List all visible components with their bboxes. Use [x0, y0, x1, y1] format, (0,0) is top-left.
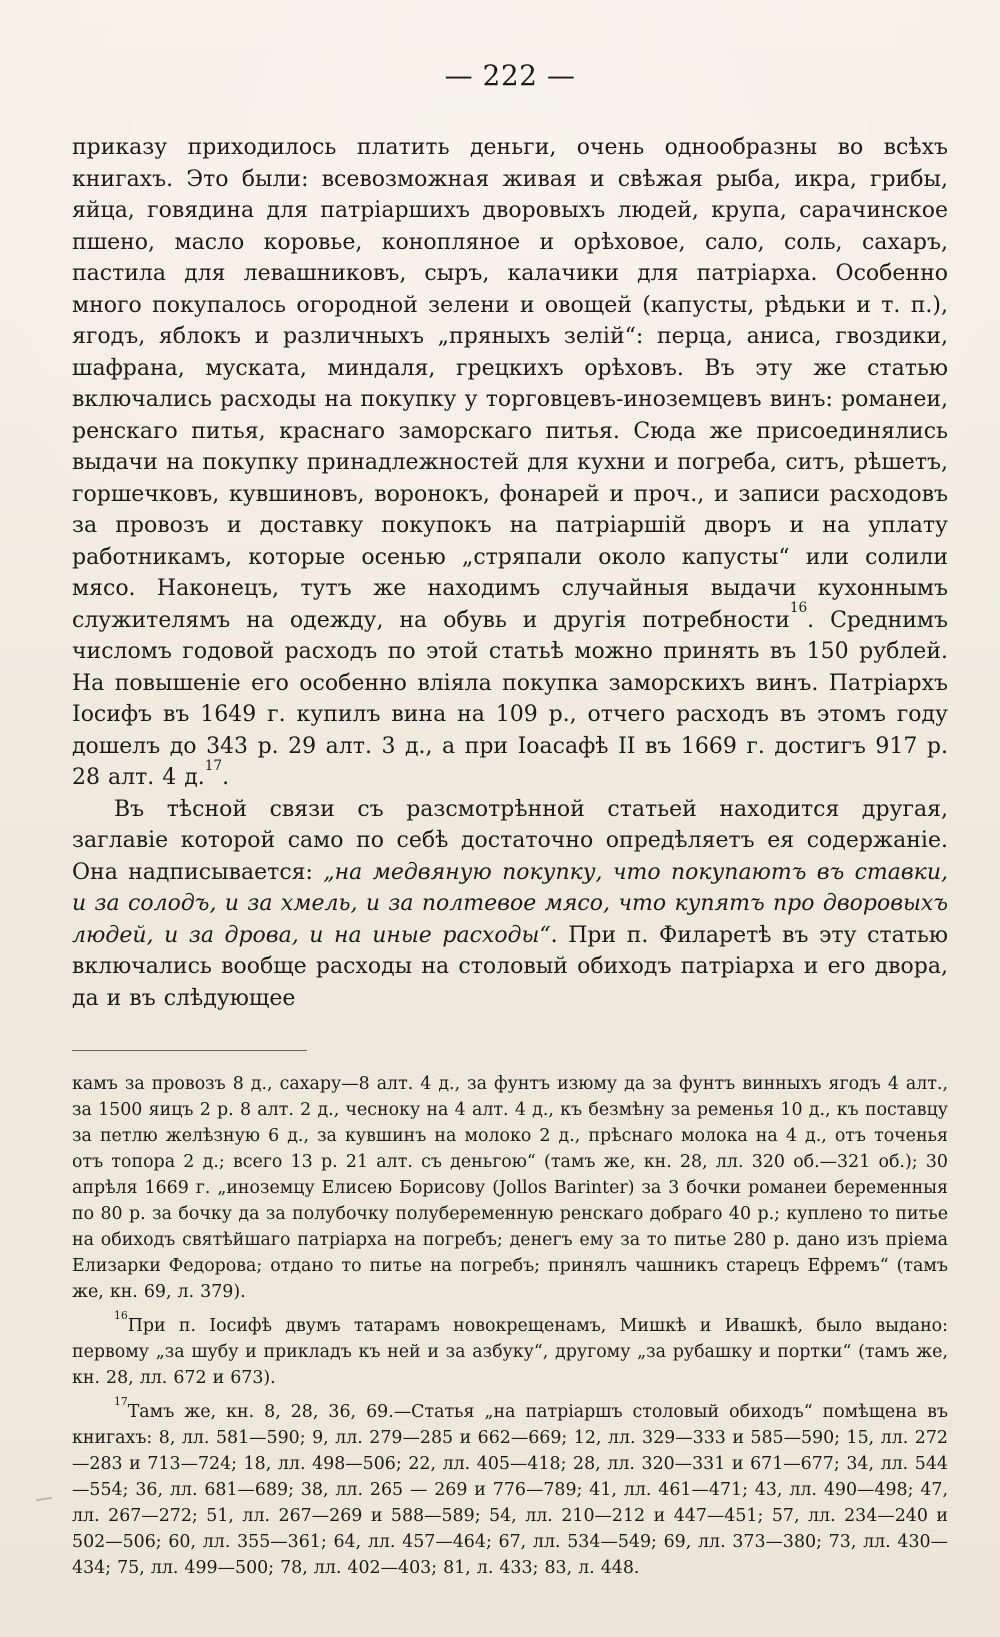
- footnote-ref-16: 16: [789, 600, 808, 617]
- footnotes: [72, 1071, 948, 1581]
- main-text: [72, 132, 948, 1014]
- main-paragraph-1: [72, 132, 948, 794]
- footnote-16-label: 16: [114, 1309, 128, 1323]
- main-paragraph-2-end: . При п. Филаретѣ въ эту статью включались вообще расходы на столовый обиходъ патріарха и его двора, да и въ слѣдующее: [72, 922, 949, 1011]
- main-paragraph-2-start: Въ тѣсной связи съ разсмотрѣнной статьей находится другая, заглавіе которой само по себѣ достаточно опредѣляетъ ея содержаніе. Она надписывается:: [72, 796, 948, 885]
- main-paragraph-1-end: .: [222, 765, 230, 790]
- footnote-16: [72, 1309, 948, 1391]
- main-paragraph-2-italic: „на медвяную покупку, что покупаютъ въ ставки, и за солодъ, и за хмель, и за полтевое мясо, что купятъ про дворовыхъ людей, и за дрова, и на иные расходы“: [72, 859, 948, 948]
- footnote-17-label: 17: [114, 1395, 128, 1409]
- scan-mark: [36, 1497, 52, 1501]
- footnote-ref-17: 17: [204, 757, 223, 774]
- footnote-17-text: Тамъ же, кн. 8, 28, 36, 69.—Статья „на патріаршъ столовый обиходъ“ помѣщена въ книгахъ: 8, лл. 581—590; 9, лл. 279—285 и 662—669; 12, лл. 329—333 и 585—590; 15, лл. 272—283 и 713—724; 18, лл. 498—506; 22, лл. 405—418; 28, лл. 320—331 и 671—677; 34, лл. 544—554; 36, лл. 681—689; 38, лл. 265 — 269 и 776—789; 41, лл. 461—471; 43, лл. 490—498; 47, лл. 267—272; 51, лл. 267—269 и 588—589; 54, лл. 210—212 и 447—451; 57, лл. 234—240 и 502—506; 60, лл. 355—361; 64, лл. 457—464; 67, лл. 534—549; 69, лл. 373—380; 73, лл. 430—434; 75, лл. 499—500; 78, лл. 402—403; 81, л. 433; 83, л. 448.: [72, 1402, 948, 1578]
- main-paragraph-1-text: приказу приходилось платить деньги, очень однообразны во всѣхъ книгахъ. Это были: всевозможная живая и свѣжая рыба, икра, грибы, яйца, говядина для патріаршихъ дворовыхъ людей, крупа, сарачинское пшено, масло коровье, конопляное и орѣховое, сало, соль, сахаръ, пастила для левашниковъ, сыръ, калачики для патріарха. Особенно много покупалось огородной зелени и овощей (капусты, рѣдьки и т. п.), ягодъ, яблокъ и различныхъ „пряныхъ зелій“: перца, аниса, гвоздики, шафрана, муската, миндаля, грецкихъ орѣховъ. Въ эту же статью включались расходы на покупку у торговцевъ-иноземцевъ винъ: романеи, ренскаго питья, краснаго заморскаго питья. Сюда же присоединялись выдачи на покупку принадлежностей для кухни и погреба, ситъ, рѣшетъ, горшечковъ, кувшиновъ, воронокъ, фонарей и проч., и записи расходовъ за провозъ и доставку покупокъ на патріаршій дворъ и на уплату работникамъ, которые осенью „стряпали около капусты“ или солили мясо. Наконецъ, тутъ же находимъ случайныя выдачи кухоннымъ служителямъ на одежду, на обувь и другія потребности: [72, 135, 948, 633]
- footnote-continuation: камъ за провозъ 8 д., сахару—8 алт. 4 д., за фунтъ изюму да за фунтъ винныхъ ягодъ 4 алт., за 1500 яицъ 2 р. 8 алт. 2 д., чесноку на 4 алт. 4 д., къ безмѣну за ременья 10 д., къ поставцу за петлю желѣзную 6 д., за кувшинъ на молоко 2 д., прѣснаго молока на 4 д., отъ точенья отъ топора 2 д.; всего 13 р. 21 алт. съ деньгою“ (тамъ же, кн. 28, лл. 320 об.—321 об.); 30 апрѣля 1669 г. „иноземцу Елисею Борисову (Jollos Barinter) за 3 бочки романеи беременныя по 80 р. за бочку да за полубочку полубеременную ренскаго добраго 40 р.; куплено то питье на обиходъ святѣйшаго патріарха на погребъ; денегъ ему за то питье 280 р. дано изъ пріема Елизарки Федорова; отдано то питье на погребъ; принялъ чашникъ старецъ Ефремъ“ (тамъ же, кн. 69, л. 379).: [72, 1074, 948, 1302]
- main-paragraph-2: [72, 794, 948, 1015]
- page-number: — 222 —: [444, 59, 576, 92]
- footnote-spacer: [72, 1014, 948, 1050]
- footnote-16-text: При п. Іосифѣ двумъ татарамъ новокрещенамъ, Мишкѣ и Ивашкѣ, было выдано: первому „за шубу и прикладъ къ ней и за азбуку“, другому „за рубашку и портки“ (тамъ же, кн. 28, лл. 672 и 673).: [72, 1316, 948, 1388]
- footnote-17: [72, 1395, 948, 1581]
- main-paragraph-1-tail: . Среднимъ числомъ годовой расходъ по этой статьѣ можно принять въ 150 рублей. На повышеніе его особенно вліяла покупка заморскихъ винъ. Патріархъ Іосифъ въ 1649 г. купилъ вина на 109 р., отчего расходъ въ этомъ году дошелъ до 343 р. 29 алт. 3 д., а при Іоасафѣ II въ 1669 г. достигъ 917 р. 28 алт. 4 д.: [72, 607, 949, 790]
- footnote-rule: [72, 1050, 307, 1051]
